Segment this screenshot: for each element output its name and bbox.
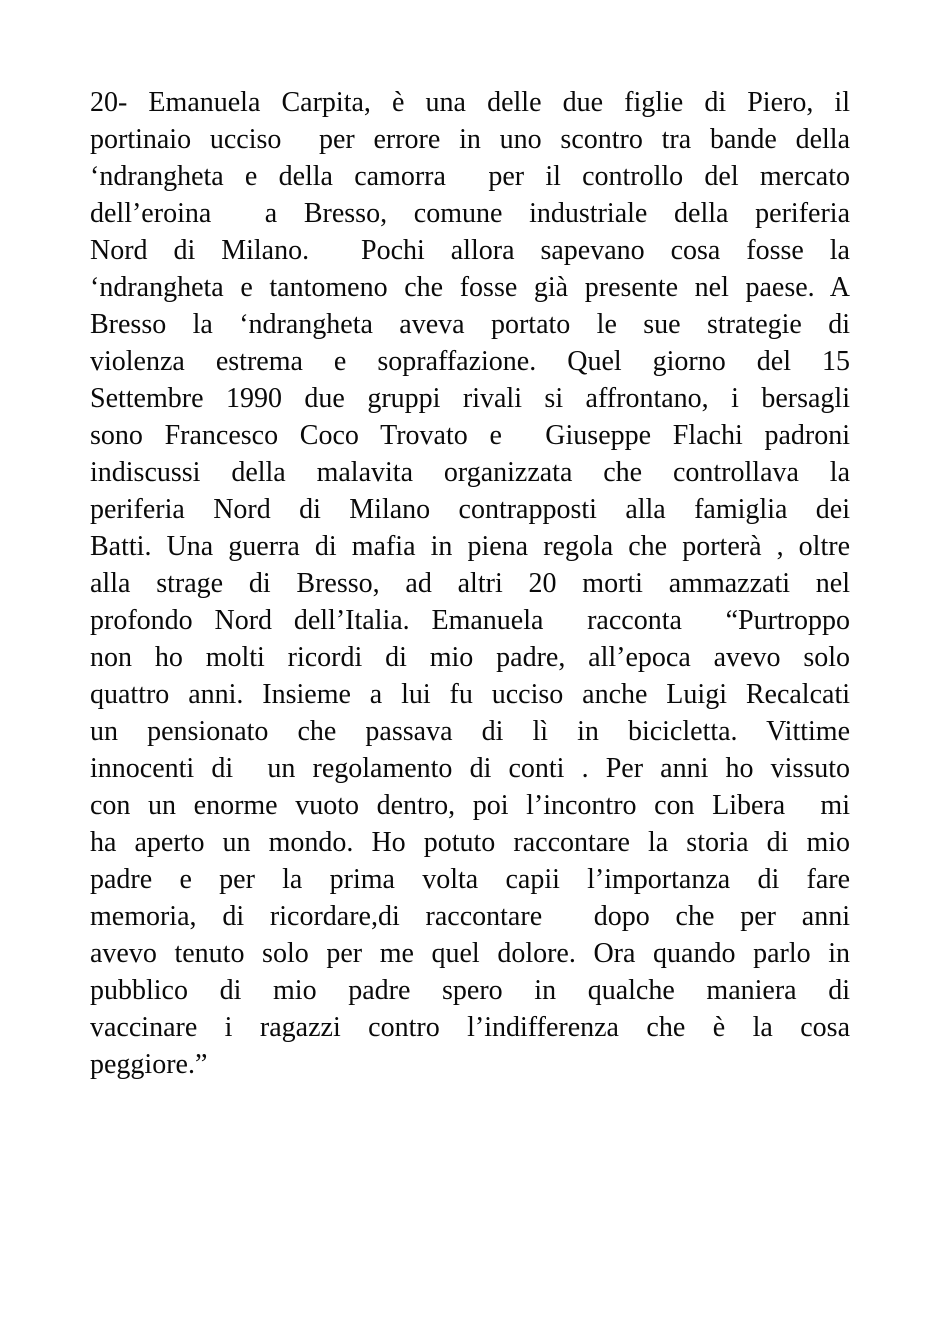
text-line: indiscussi della malavita organizzata che controllava la: [90, 457, 850, 488]
text-line: pubblico di mio padre spero in qualche maniera di: [90, 975, 850, 1006]
text-line: Settembre 1990 due gruppi rivali si affrontano, i bersagli: [90, 383, 850, 414]
text-line: con un enorme vuoto dentro, poi l’incontro con Libera mi: [90, 790, 850, 821]
text-line: periferia Nord di Milano contrapposti alla famiglia dei: [90, 494, 850, 525]
text-line: vaccinare i ragazzi contro l’indifferenza che è la cosa: [90, 1012, 850, 1043]
text-line: quattro anni. Insieme a lui fu ucciso anche Luigi Recalcati: [90, 679, 850, 710]
paragraph-block: [90, 84, 850, 1083]
text-line: Nord di Milano. Pochi allora sapevano cosa fosse la: [90, 235, 850, 266]
text-line: peggiore.”: [90, 1049, 208, 1080]
text-line: innocenti di un regolamento di conti . Per anni ho vissuto: [90, 753, 850, 784]
text-line: 20- Emanuela Carpita, è una delle due figlie di Piero, il: [90, 87, 850, 118]
text-line: sono Francesco Coco Trovato e Giuseppe Flachi padroni: [90, 420, 850, 451]
text-line: ha aperto un mondo. Ho potuto raccontare la storia di mio: [90, 827, 850, 858]
text-line: memoria, di ricordare,di raccontare dopo che per anni: [90, 901, 850, 932]
text-line: non ho molti ricordi di mio padre, all’epoca avevo solo: [90, 642, 850, 673]
text-line: ‘ndrangheta e della camorra per il controllo del mercato: [90, 161, 850, 192]
text-line: ‘ndrangheta e tantomeno che fosse già presente nel paese. A: [90, 272, 850, 303]
text-line: portinaio ucciso per errore in uno scontro tra bande della: [90, 124, 850, 155]
text-line: un pensionato che passava di lì in bicicletta. Vittime: [90, 716, 850, 747]
text-line: avevo tenuto solo per me quel dolore. Ora quando parlo in: [90, 938, 850, 969]
text-line: profondo Nord dell’Italia. Emanuela racconta “Purtroppo: [90, 605, 850, 636]
text-line: Bresso la ‘ndrangheta aveva portato le sue strategie di: [90, 309, 850, 340]
text-line: padre e per la prima volta capii l’importanza di fare: [90, 864, 850, 895]
text-line: alla strage di Bresso, ad altri 20 morti ammazzati nel: [90, 568, 850, 599]
text-line: Batti. Una guerra di mafia in piena regola che porterà , oltre: [90, 531, 850, 562]
text-line: dell’eroina a Bresso, comune industriale della periferia: [90, 198, 850, 229]
text-line: violenza estrema e sopraffazione. Quel giorno del 15: [90, 346, 850, 377]
